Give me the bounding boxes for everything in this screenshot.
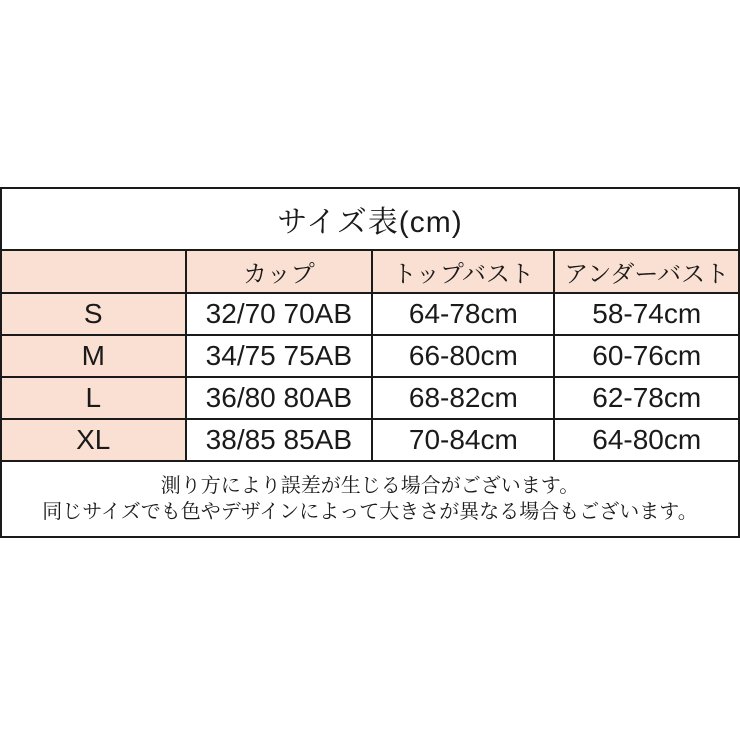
notes-cell	[1, 461, 739, 537]
under-bust-value-l: 62-78cm	[554, 377, 739, 419]
cup-value-l: 36/80 80AB	[186, 377, 373, 419]
notes-row	[1, 461, 739, 537]
size-chart	[0, 187, 740, 538]
top-bust-value-m: 66-80cm	[372, 335, 554, 377]
size-label-s: S	[1, 293, 186, 335]
title-row	[1, 188, 739, 250]
top-bust-value-s: 64-78cm	[372, 293, 554, 335]
size-chart-table	[0, 187, 740, 538]
under-bust-value-xl: 64-80cm	[554, 419, 739, 461]
table-row-l	[1, 377, 739, 419]
note-line-2: 同じサイズでも色やデザインによって大きさが異なる場合もございます。	[42, 501, 698, 523]
header-row	[1, 250, 739, 293]
under-bust-value-s: 58-74cm	[554, 293, 739, 335]
col-header-under-bust: アンダーバスト	[554, 250, 739, 293]
size-label-xl: XL	[1, 419, 186, 461]
size-label-l: L	[1, 377, 186, 419]
table-row-m	[1, 335, 739, 377]
table-row-s	[1, 293, 739, 335]
col-header-cup: カップ	[186, 250, 373, 293]
col-header-top-bust: トップバスト	[372, 250, 554, 293]
col-header-size	[1, 250, 186, 293]
table-title: サイズ表(cm)	[1, 188, 739, 250]
table-row-xl	[1, 419, 739, 461]
under-bust-value-m: 60-76cm	[554, 335, 739, 377]
size-label-m: M	[1, 335, 186, 377]
note-line-1: 測り方により誤差が生じる場合がございます。	[160, 475, 580, 497]
top-bust-value-l: 68-82cm	[372, 377, 554, 419]
cup-value-m: 34/75 75AB	[186, 335, 373, 377]
cup-value-xl: 38/85 85AB	[186, 419, 373, 461]
cup-value-s: 32/70 70AB	[186, 293, 373, 335]
top-bust-value-xl: 70-84cm	[372, 419, 554, 461]
